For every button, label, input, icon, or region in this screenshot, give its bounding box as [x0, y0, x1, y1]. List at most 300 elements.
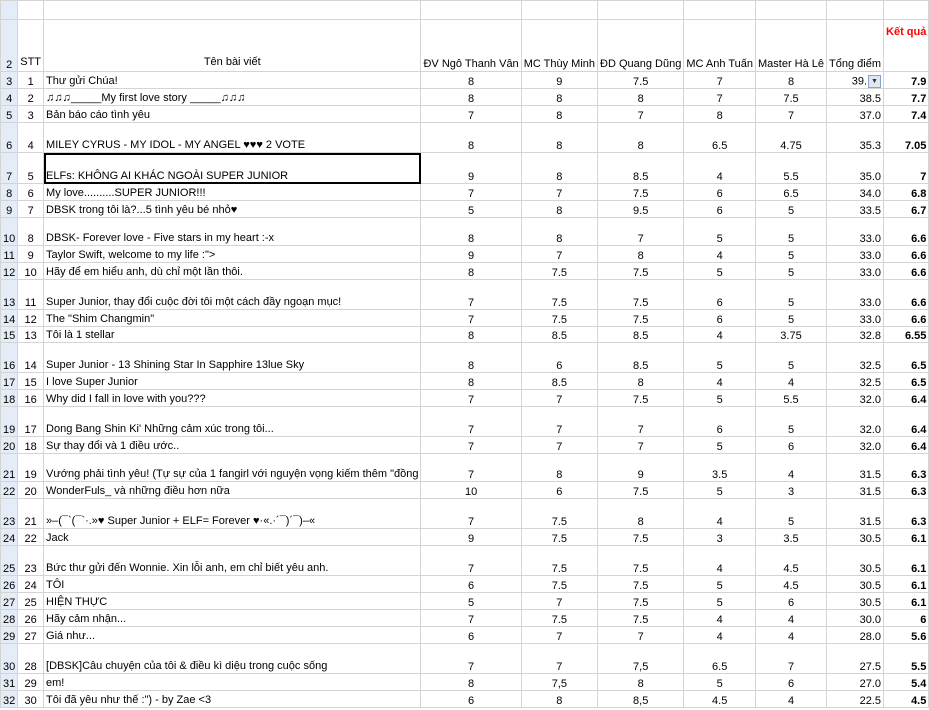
- cell-score[interactable]: 4: [684, 546, 756, 576]
- header-judge-1[interactable]: ĐV Ngô Thanh Vân: [421, 20, 521, 72]
- cell-stt[interactable]: 28: [18, 644, 44, 674]
- cell-score[interactable]: 7.5: [598, 280, 684, 310]
- row-header[interactable]: 20: [1, 437, 18, 454]
- cell-score[interactable]: 5.5: [756, 390, 827, 407]
- cell-result[interactable]: 6.1: [884, 593, 929, 610]
- cell-result[interactable]: 5.4: [884, 674, 929, 691]
- cell-score[interactable]: 6: [521, 482, 597, 499]
- cell-score[interactable]: 7: [421, 310, 521, 327]
- cell-title[interactable]: Bức thư gửi đến Wonnie. Xin lỗi anh, em chỉ biết yêu anh.: [44, 546, 421, 576]
- cell-total[interactable]: 32.0: [827, 407, 884, 437]
- cell[interactable]: [44, 1, 421, 20]
- cell[interactable]: [884, 1, 929, 20]
- row-header[interactable]: 8: [1, 184, 18, 201]
- cell-score[interactable]: 7: [684, 89, 756, 106]
- cell-score[interactable]: 7: [684, 72, 756, 89]
- cell-total[interactable]: 34.0: [827, 184, 884, 201]
- cell-stt[interactable]: 2: [18, 89, 44, 106]
- cell-score[interactable]: 6: [684, 280, 756, 310]
- cell-score[interactable]: 5: [756, 407, 827, 437]
- row-header[interactable]: 16: [1, 343, 18, 373]
- header-judge-2[interactable]: MC Thùy Minh: [521, 20, 597, 72]
- cell-total[interactable]: 30.5: [827, 546, 884, 576]
- cell-score[interactable]: 8: [756, 72, 827, 89]
- cell[interactable]: [598, 1, 684, 20]
- cell-score[interactable]: 7: [421, 407, 521, 437]
- cell-title[interactable]: Dong Bang Shin Ki' Những cảm xúc trong tôi...: [44, 407, 421, 437]
- cell-score[interactable]: 5: [756, 310, 827, 327]
- cell-total[interactable]: 32.0: [827, 390, 884, 407]
- cell-score[interactable]: 8: [421, 123, 521, 153]
- cell-total[interactable]: 31.5: [827, 499, 884, 529]
- cell-stt[interactable]: 10: [18, 263, 44, 280]
- cell-score[interactable]: 7.5: [521, 280, 597, 310]
- cell-score[interactable]: 7.5: [598, 546, 684, 576]
- cell-score[interactable]: 9: [421, 153, 521, 184]
- cell-score[interactable]: 8,5: [598, 691, 684, 708]
- row-header[interactable]: 5: [1, 106, 18, 123]
- cell-score[interactable]: 7: [521, 407, 597, 437]
- cell-score[interactable]: 8.5: [598, 327, 684, 343]
- cell-result[interactable]: 5.5: [884, 644, 929, 674]
- cell-score[interactable]: 5: [756, 218, 827, 246]
- cell-score[interactable]: 4: [756, 627, 827, 644]
- cell-score[interactable]: 7.5: [598, 390, 684, 407]
- cell-score[interactable]: 8: [598, 246, 684, 263]
- cell-stt[interactable]: 16: [18, 390, 44, 407]
- cell-score[interactable]: 7: [598, 218, 684, 246]
- cell-total[interactable]: 27.5: [827, 644, 884, 674]
- cell-total[interactable]: [827, 72, 884, 89]
- cell-score[interactable]: 6: [684, 407, 756, 437]
- cell-result[interactable]: 6.8: [884, 184, 929, 201]
- cell-score[interactable]: 8: [421, 674, 521, 691]
- cell-total[interactable]: 33.0: [827, 310, 884, 327]
- cell-total[interactable]: 32.5: [827, 373, 884, 390]
- cell-result[interactable]: 5.6: [884, 627, 929, 644]
- cell[interactable]: [18, 1, 44, 20]
- cell-total[interactable]: 22.5: [827, 691, 884, 708]
- cell-title[interactable]: [DBSK]Câu chuyện của tôi & điều kì diệu trong cuộc sống: [44, 644, 421, 674]
- cell-stt[interactable]: 14: [18, 343, 44, 373]
- cell-title[interactable]: ♫♫♫_____My first love story _____♫♫♫: [44, 89, 421, 106]
- cell-stt[interactable]: 1: [18, 72, 44, 89]
- cell-result[interactable]: 6.3: [884, 499, 929, 529]
- cell-stt[interactable]: 30: [18, 691, 44, 708]
- row-header[interactable]: 32: [1, 691, 18, 708]
- cell-title[interactable]: DBSK trong tôi là?...5 tình yêu bé nhỏ♥: [44, 201, 421, 218]
- cell-score[interactable]: 4.5: [756, 546, 827, 576]
- row-header[interactable]: 15: [1, 327, 18, 343]
- header-result[interactable]: Kết quả: [884, 20, 929, 72]
- cell-score[interactable]: 6: [684, 184, 756, 201]
- cell-score[interactable]: 7: [756, 644, 827, 674]
- cell-score[interactable]: 7.5: [521, 546, 597, 576]
- cell-score[interactable]: 4: [684, 153, 756, 184]
- cell-total[interactable]: 30.5: [827, 576, 884, 593]
- cell-score[interactable]: 4: [684, 327, 756, 343]
- cell-result[interactable]: 6: [884, 610, 929, 627]
- row-header[interactable]: 24: [1, 529, 18, 546]
- cell-score[interactable]: 5: [756, 246, 827, 263]
- cell-score[interactable]: 8: [521, 218, 597, 246]
- cell-score[interactable]: 8: [684, 106, 756, 123]
- cell[interactable]: [756, 1, 827, 20]
- cell-score[interactable]: 4: [756, 373, 827, 390]
- cell-score[interactable]: 6.5: [684, 644, 756, 674]
- cell-score[interactable]: 8: [421, 218, 521, 246]
- cell-score[interactable]: 7.5: [521, 499, 597, 529]
- cell-total[interactable]: 31.5: [827, 454, 884, 482]
- cell-score[interactable]: 8.5: [598, 343, 684, 373]
- cell-total[interactable]: 32.0: [827, 437, 884, 454]
- cell-result[interactable]: 6.4: [884, 407, 929, 437]
- cell-stt[interactable]: 6: [18, 184, 44, 201]
- cell-title[interactable]: em!: [44, 674, 421, 691]
- cell-title[interactable]: Vướng phải tình yêu! (Tự sự của 1 fangirl với nguyện vọng kiếm thêm "đồng: [44, 454, 421, 482]
- row-header[interactable]: 7: [1, 153, 18, 184]
- cell-result[interactable]: 6.55: [884, 327, 929, 343]
- cell-score[interactable]: 7: [521, 627, 597, 644]
- cell-score[interactable]: 3.75: [756, 327, 827, 343]
- header-total[interactable]: Tổng điểm: [827, 20, 884, 72]
- cell-stt[interactable]: 24: [18, 576, 44, 593]
- cell-stt[interactable]: 22: [18, 529, 44, 546]
- cell-result[interactable]: 6.5: [884, 373, 929, 390]
- cell-result[interactable]: 7.9: [884, 72, 929, 89]
- cell-score[interactable]: 7: [598, 437, 684, 454]
- cell-title[interactable]: I love Super Junior: [44, 373, 421, 390]
- cell-stt[interactable]: 17: [18, 407, 44, 437]
- cell-score[interactable]: 7: [521, 246, 597, 263]
- cell-result[interactable]: 6.6: [884, 246, 929, 263]
- cell-score[interactable]: 7: [521, 644, 597, 674]
- row-header[interactable]: 18: [1, 390, 18, 407]
- cell-stt[interactable]: 29: [18, 674, 44, 691]
- cell-score[interactable]: 7.5: [598, 576, 684, 593]
- cell-result[interactable]: 6.7: [884, 201, 929, 218]
- cell-score[interactable]: 5: [684, 482, 756, 499]
- cell-title[interactable]: Super Junior, thay đổi cuộc đời tôi một cách đầy ngoạn mục!: [44, 280, 421, 310]
- cell-stt[interactable]: 3: [18, 106, 44, 123]
- cell-stt[interactable]: 13: [18, 327, 44, 343]
- cell-score[interactable]: 8: [598, 89, 684, 106]
- cell-score[interactable]: 5: [684, 437, 756, 454]
- cell-score[interactable]: 5: [421, 201, 521, 218]
- cell-score[interactable]: 3.5: [684, 454, 756, 482]
- cell-score[interactable]: 7.5: [521, 263, 597, 280]
- cell-score[interactable]: 5: [684, 390, 756, 407]
- cell-result[interactable]: 6.6: [884, 280, 929, 310]
- cell[interactable]: [827, 1, 884, 20]
- cell-result[interactable]: 6.5: [884, 343, 929, 373]
- cell-score[interactable]: 7: [421, 437, 521, 454]
- cell-score[interactable]: 7: [421, 499, 521, 529]
- cell-score[interactable]: 6: [521, 343, 597, 373]
- cell-score[interactable]: 5: [684, 343, 756, 373]
- cell-title[interactable]: Jack: [44, 529, 421, 546]
- cell-stt[interactable]: 21: [18, 499, 44, 529]
- cell-score[interactable]: 7: [421, 280, 521, 310]
- cell-stt[interactable]: 25: [18, 593, 44, 610]
- header-title[interactable]: Tên bài viết: [44, 20, 421, 72]
- cell-score[interactable]: 6.5: [684, 123, 756, 153]
- cell-title[interactable]: MILEY CYRUS - MY IDOL - MY ANGEL ♥♥♥ 2 VOTE: [44, 123, 421, 153]
- cell-score[interactable]: 7.5: [521, 310, 597, 327]
- cell-score[interactable]: 7,5: [598, 644, 684, 674]
- cell-score[interactable]: 8: [421, 327, 521, 343]
- cell-score[interactable]: 9: [521, 72, 597, 89]
- cell-score[interactable]: 7: [421, 610, 521, 627]
- cell-stt[interactable]: 9: [18, 246, 44, 263]
- cell-title[interactable]: Giá như...: [44, 627, 421, 644]
- cell-score[interactable]: 7: [421, 184, 521, 201]
- cell-result[interactable]: 6.3: [884, 482, 929, 499]
- cell[interactable]: [521, 1, 597, 20]
- cell-score[interactable]: 6: [756, 437, 827, 454]
- cell-score[interactable]: 7: [421, 546, 521, 576]
- cell-score[interactable]: 5: [684, 218, 756, 246]
- cell-score[interactable]: 7: [421, 390, 521, 407]
- cell-score[interactable]: 8: [521, 454, 597, 482]
- cell-score[interactable]: 4.5: [684, 691, 756, 708]
- cell-title[interactable]: Hãy cảm nhận...: [44, 610, 421, 627]
- cell-title[interactable]: My love..........SUPER JUNIOR!!!: [44, 184, 421, 201]
- cell-score[interactable]: 9: [421, 246, 521, 263]
- cell-score[interactable]: 3: [756, 482, 827, 499]
- cell-score[interactable]: 7: [598, 407, 684, 437]
- cell-score[interactable]: 7.5: [598, 593, 684, 610]
- cell-result[interactable]: 6.1: [884, 576, 929, 593]
- cell-score[interactable]: 7: [421, 644, 521, 674]
- row-header[interactable]: 4: [1, 89, 18, 106]
- cell-score[interactable]: 5: [684, 576, 756, 593]
- cell-score[interactable]: 5: [756, 343, 827, 373]
- cell-total[interactable]: 33.0: [827, 263, 884, 280]
- cell-result[interactable]: 7.7: [884, 89, 929, 106]
- header-stt[interactable]: STT: [18, 20, 44, 72]
- cell-total[interactable]: 30.5: [827, 593, 884, 610]
- cell-stt[interactable]: 20: [18, 482, 44, 499]
- cell-total[interactable]: 37.0: [827, 106, 884, 123]
- cell-stt[interactable]: 18: [18, 437, 44, 454]
- cell-score[interactable]: 8: [598, 373, 684, 390]
- cell-score[interactable]: 7: [756, 106, 827, 123]
- cell-score[interactable]: 7: [421, 106, 521, 123]
- cell-score[interactable]: 5: [756, 201, 827, 218]
- cell-result[interactable]: 6.6: [884, 218, 929, 246]
- cell-total[interactable]: 33.0: [827, 280, 884, 310]
- cell-total[interactable]: 32.8: [827, 327, 884, 343]
- cell-result[interactable]: 6.1: [884, 529, 929, 546]
- row-header[interactable]: 13: [1, 280, 18, 310]
- cell-score[interactable]: 6: [684, 310, 756, 327]
- cell-title[interactable]: Hãy để em hiểu anh, dù chỉ một lần thôi.: [44, 263, 421, 280]
- dropdown-arrow-icon[interactable]: ▼: [868, 75, 881, 88]
- row-header[interactable]: 3: [1, 72, 18, 89]
- row-header[interactable]: 29: [1, 627, 18, 644]
- cell-score[interactable]: 7: [521, 437, 597, 454]
- cell-score[interactable]: 7: [598, 106, 684, 123]
- row-header[interactable]: 10: [1, 218, 18, 246]
- cell-score[interactable]: 8: [598, 499, 684, 529]
- row-header[interactable]: 26: [1, 576, 18, 593]
- cell-score[interactable]: 7: [521, 184, 597, 201]
- cell-score[interactable]: 6: [421, 576, 521, 593]
- cell-total[interactable]: 32.5: [827, 343, 884, 373]
- cell-title[interactable]: Taylor Swift, welcome to my life :">: [44, 246, 421, 263]
- cell-stt[interactable]: 4: [18, 123, 44, 153]
- cell-score[interactable]: 8: [521, 201, 597, 218]
- cell-score[interactable]: 7,5: [521, 674, 597, 691]
- cell-title[interactable]: Tôi đã yêu như thế :") - by Zae <3: [44, 691, 421, 708]
- row-header[interactable]: 17: [1, 373, 18, 390]
- cell-result[interactable]: 7.05: [884, 123, 929, 153]
- cell-total[interactable]: 35.0: [827, 153, 884, 184]
- cell-result[interactable]: 6.3: [884, 454, 929, 482]
- cell-title[interactable]: Super Junior - 13 Shining Star In Sapphire 13lue Sky: [44, 343, 421, 373]
- row-header[interactable]: 19: [1, 407, 18, 437]
- cell-score[interactable]: 8: [421, 72, 521, 89]
- cell-score[interactable]: 7.5: [598, 310, 684, 327]
- row-header[interactable]: 9: [1, 201, 18, 218]
- row-header[interactable]: 11: [1, 246, 18, 263]
- cell-total[interactable]: 38.5: [827, 89, 884, 106]
- row-header[interactable]: 14: [1, 310, 18, 327]
- row-header[interactable]: 22: [1, 482, 18, 499]
- cell-score[interactable]: 8: [521, 89, 597, 106]
- cell-score[interactable]: 10: [421, 482, 521, 499]
- cell-score[interactable]: 8: [421, 263, 521, 280]
- cell-score[interactable]: 8: [598, 674, 684, 691]
- cell-score[interactable]: 7.5: [598, 482, 684, 499]
- cell-score[interactable]: 7.5: [756, 89, 827, 106]
- row-header[interactable]: 30: [1, 644, 18, 674]
- cell-score[interactable]: 7.5: [598, 184, 684, 201]
- cell-score[interactable]: 7.5: [521, 610, 597, 627]
- cell-title[interactable]: HIỆN THỰC: [44, 593, 421, 610]
- cell-result[interactable]: 6.1: [884, 546, 929, 576]
- cell-total[interactable]: 31.5: [827, 482, 884, 499]
- cell-score[interactable]: 7.5: [521, 576, 597, 593]
- cell-score[interactable]: 8: [521, 153, 597, 184]
- cell-title[interactable]: Bản báo cáo tình yêu: [44, 106, 421, 123]
- cell-score[interactable]: 7.5: [521, 529, 597, 546]
- cell-result[interactable]: 6.6: [884, 310, 929, 327]
- cell-score[interactable]: 6: [421, 627, 521, 644]
- cell-title[interactable]: Thư gửi Chúa!: [44, 72, 421, 89]
- cell-score[interactable]: 8: [521, 123, 597, 153]
- cell-stt[interactable]: 23: [18, 546, 44, 576]
- cell-score[interactable]: 7: [521, 390, 597, 407]
- cell-score[interactable]: 8: [598, 123, 684, 153]
- cell-score[interactable]: 4: [684, 499, 756, 529]
- cell-stt[interactable]: 19: [18, 454, 44, 482]
- cell-result[interactable]: 7.4: [884, 106, 929, 123]
- cell-score[interactable]: 7.5: [598, 72, 684, 89]
- cell-score[interactable]: 3: [684, 529, 756, 546]
- cell-result[interactable]: 6.4: [884, 437, 929, 454]
- cell-title[interactable]: »–(¯`(¯`·.»♥ Super Junior + ELF= Forever ♥·«.·´¯)´¯)–«: [44, 499, 421, 529]
- cell-score[interactable]: 4.75: [756, 123, 827, 153]
- cell-score[interactable]: 8.5: [521, 373, 597, 390]
- row-header[interactable]: 28: [1, 610, 18, 627]
- cell-score[interactable]: 8: [421, 373, 521, 390]
- cell-score[interactable]: 7: [521, 593, 597, 610]
- cell-score[interactable]: 9: [598, 454, 684, 482]
- row-header[interactable]: 12: [1, 263, 18, 280]
- cell-score[interactable]: 4: [684, 627, 756, 644]
- cell-title[interactable]: The "Shim Changmin": [44, 310, 421, 327]
- cell-score[interactable]: 5: [421, 593, 521, 610]
- cell-title[interactable]: DBSK- Forever love - Five stars in my heart :-x: [44, 218, 421, 246]
- cell-title[interactable]: Why did I fall in love with you???: [44, 390, 421, 407]
- cell-score[interactable]: 7.5: [598, 263, 684, 280]
- cell-stt[interactable]: 7: [18, 201, 44, 218]
- cell-result[interactable]: 4.5: [884, 691, 929, 708]
- cell-total[interactable]: 35.3: [827, 123, 884, 153]
- row-header[interactable]: [1, 1, 18, 20]
- header-judge-4[interactable]: MC Anh Tuấn: [684, 20, 756, 72]
- cell-score[interactable]: 8: [421, 343, 521, 373]
- cell-title[interactable]: WonderFuls_ và những điều hơn nữa: [44, 482, 421, 499]
- cell[interactable]: [684, 1, 756, 20]
- cell-score[interactable]: 5: [756, 263, 827, 280]
- cell-score[interactable]: 5: [756, 499, 827, 529]
- cell-score[interactable]: 5: [684, 674, 756, 691]
- cell-total[interactable]: 28.0: [827, 627, 884, 644]
- cell-stt[interactable]: 5: [18, 153, 44, 184]
- cell-score[interactable]: 8: [521, 106, 597, 123]
- cell-score[interactable]: 4: [756, 454, 827, 482]
- cell-score[interactable]: 5.5: [756, 153, 827, 184]
- cell-score[interactable]: 8: [521, 691, 597, 708]
- cell[interactable]: [421, 1, 521, 20]
- cell-score[interactable]: 8: [421, 89, 521, 106]
- cell-stt[interactable]: 27: [18, 627, 44, 644]
- cell-title[interactable]: ELFs: KHÔNG AI KHÁC NGOÀI SUPER JUNIOR: [44, 153, 421, 184]
- cell-stt[interactable]: 11: [18, 280, 44, 310]
- row-header[interactable]: 25: [1, 546, 18, 576]
- cell-score[interactable]: 4: [684, 373, 756, 390]
- cell-score[interactable]: 6: [756, 674, 827, 691]
- cell-stt[interactable]: 8: [18, 218, 44, 246]
- row-header[interactable]: 6: [1, 123, 18, 153]
- row-header[interactable]: 21: [1, 454, 18, 482]
- cell-score[interactable]: 5: [684, 263, 756, 280]
- cell-score[interactable]: 7.5: [598, 610, 684, 627]
- cell-score[interactable]: 9.5: [598, 201, 684, 218]
- cell-title[interactable]: TÔI: [44, 576, 421, 593]
- cell-total[interactable]: 30.5: [827, 529, 884, 546]
- cell-total[interactable]: 27.0: [827, 674, 884, 691]
- cell-score[interactable]: 4: [684, 610, 756, 627]
- cell-result[interactable]: 7: [884, 153, 929, 184]
- cell-score[interactable]: 7: [421, 454, 521, 482]
- cell-score[interactable]: 4.5: [756, 576, 827, 593]
- cell-score[interactable]: 8.5: [521, 327, 597, 343]
- cell-result[interactable]: 6.6: [884, 263, 929, 280]
- cell-title[interactable]: Sự thay đổi và 1 điều ước..: [44, 437, 421, 454]
- cell-score[interactable]: 5: [756, 280, 827, 310]
- cell-score[interactable]: 6: [684, 201, 756, 218]
- cell-score[interactable]: 7: [598, 627, 684, 644]
- cell-title[interactable]: Tôi là 1 stellar: [44, 327, 421, 343]
- cell-score[interactable]: 9: [421, 529, 521, 546]
- cell-score[interactable]: 7.5: [598, 529, 684, 546]
- cell-stt[interactable]: 12: [18, 310, 44, 327]
- cell-score[interactable]: 6.5: [756, 184, 827, 201]
